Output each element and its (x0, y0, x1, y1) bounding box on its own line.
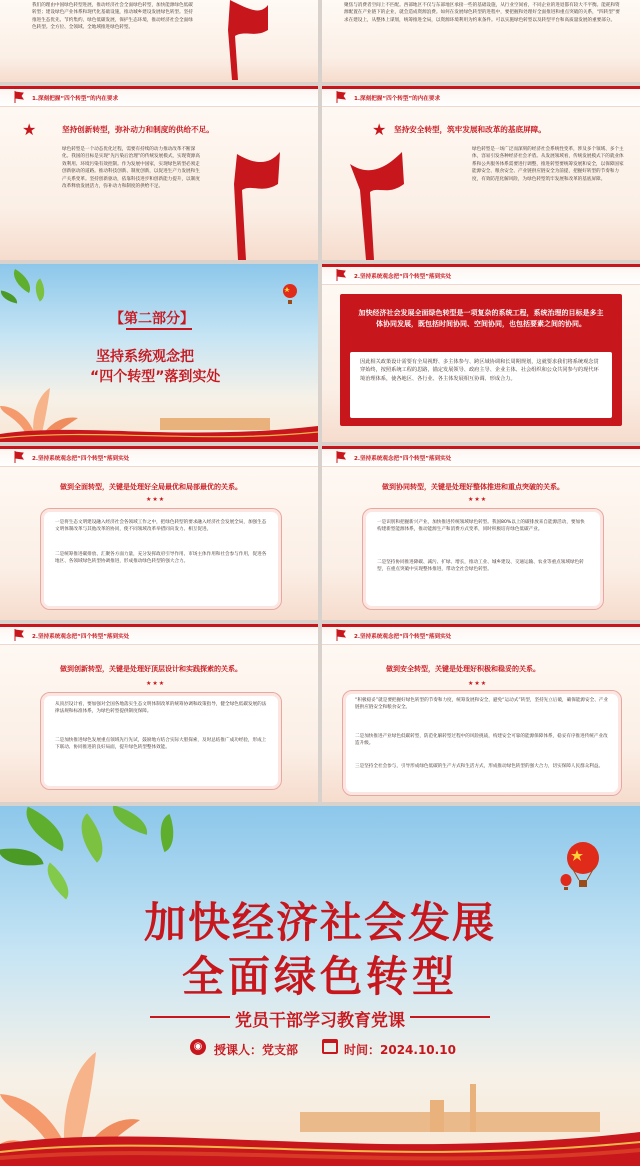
speaker-label: 授课人：党支部 (214, 1043, 299, 1057)
section-title: 2.坚持系统观念把“四个转型”落到实处 (354, 274, 452, 280)
flag-icon (14, 451, 24, 463)
list-item: 二是加快推进绿色发展重点领域先行先试，鼓励地方结合实际大胆探索，及时总结推广成功经验，形成上下联动、协同推进的良好局面，提升绿色转型整体效能。 (55, 738, 267, 751)
leaf-decoration (17, 807, 73, 852)
red-ribbon (0, 1114, 640, 1166)
slide-body: 因此相关政策设计需要有全局视野、多主体参与、跨区域协调和长周期规划，这就要求我们将系统观念贯穿始终，按照系统工程的思路，锚定发展领导、政府主导、企业主体、社会组织和公众共同参与的现代环境治理体系，使各地区、各行业、各主体发展相互协调、形成合力。 (360, 359, 599, 382)
section-title: 2.坚持系统观念把“四个转型”落到实处 (32, 456, 130, 462)
leaf-decoration (69, 813, 116, 862)
part-title-line-2: “四个转型”落到实处 (90, 369, 221, 385)
slide-heading: 做到创新转型，关键是处理好顶层设计和实践探索的关系。 (60, 665, 242, 673)
slide-3 (0, 86, 318, 260)
leaf-decoration (108, 806, 152, 835)
section-title: 2.坚持系统观念把“四个转型”落到实处 (32, 634, 130, 640)
stars-icon: ★★★ (146, 680, 166, 687)
red-ribbon (0, 418, 318, 442)
leaf-decoration (0, 291, 19, 304)
flag-icon (336, 269, 346, 281)
stars-icon: ★★★ (468, 496, 488, 503)
section-title: 1.深刻把握“四个转型”的内在要求 (354, 96, 441, 102)
flag-icon (336, 91, 346, 103)
content-card (40, 508, 282, 610)
cover-subtitle: 党员干部学习教育党课 (235, 1011, 405, 1031)
slide-1 (0, 0, 318, 82)
flag-icon (14, 91, 24, 103)
list-item: 二是坚持协同推进降碳、减污、扩绿、增长，推动工业、城乡建设、交通运输、农业等重点领域绿色转型，在重点突破中实现整体推进，带动全社会绿色转型。 (377, 560, 584, 573)
list-item: 从顶层设计看，要加强对全国各地落实生态文明体制改革的统筹协调和政策指导，健全绿色低碳发展的法律法规和标准体系，为绿色转型提供制度保障。 (55, 702, 267, 715)
slide-4 (322, 86, 640, 260)
slide-heading: 坚持创新转型，弥补动力和制度的供给不足。 (62, 125, 214, 134)
slide-heading: 做到安全转型，关键是处理好积极和稳妥的关系。 (386, 665, 540, 673)
slide-7 (0, 446, 318, 620)
content-card (342, 690, 622, 796)
leaf-decoration (153, 814, 182, 852)
slide-6 (322, 264, 640, 442)
content-card (40, 692, 282, 790)
list-item: 二是统筹推进碳排放、汇聚各方面力量，充分发挥政府引导作用、市场主体作用和社会参与作用，促进各地区、各领域绿色转型协调推进，形成推动绿色转型的强大合力。 (55, 552, 267, 565)
flag-icon (14, 629, 24, 641)
inner-white-box (350, 352, 612, 418)
flag-icon (336, 629, 346, 641)
date-label: 时间：2024.10.10 (344, 1043, 456, 1057)
slide-heading: 做到协同转型，关键是处理好整体推进和重点突破的关系。 (382, 483, 564, 491)
red-flag-sculpture-icon (212, 144, 282, 260)
list-item: 三是坚持全社会参与，引导形成绿色低碳的生产方式和生活方式，形成推动绿色转型的强大合力，切实保障人民群众利益。 (355, 764, 604, 769)
star-icon: ★ (372, 120, 387, 139)
slide-9 (0, 624, 318, 802)
slide-1-body: 我们的理由中国绿色转型进展，推动经济社会全面绿色转型，加快能源绿色低碳转型；建设绿色产业体系和现代化基础设施，推动城乡建设发展绿色转型。坚持推进生态优先、节约集约、绿色低碳发展，保护生态环境，推动经济社会全面绿色转型。全方位、全领域、全地域推进绿色转型。 (32, 3, 193, 31)
star-icon: ★ (22, 120, 37, 139)
list-item: 一是将生态文明建设融入经济社会各领域工作之中，把绿色转型的要求融入经济社会发展全局，加强生态文明体制改革与其他改革的协同，使不同领域改革举措同向发力、相互促进。 (55, 520, 267, 533)
slide-10 (322, 624, 640, 802)
slide-5 (0, 264, 318, 442)
hot-air-balloon-icon (282, 284, 298, 306)
list-item: 二是加快推进产业绿色低碳转型，防范化解转型过程中的风险挑战，构建安全可靠的能源保障体系，稳妥有序推进传统产业改造升级。 (355, 734, 608, 747)
leaf-decoration (0, 843, 44, 872)
slide-body: 绿色转型是一个动态优化过程，需要有持续的动力推动改革不断深化。我国的目标是实现“先污染后治理”的传统发展模式，实现资源高效利用、环境污染有效控制。作为发展中国家，实现绿色转型必须走创新驱动的道路。推动科技创新、制度创新，以促进生产力发展和生产关系变革。坚持创新驱动，依靠科技进步和创新能力提升，以制度改革释放发展活力，弥补动力和制度的供给不足。 (62, 147, 200, 190)
red-flag-sculpture-icon (340, 144, 412, 260)
part-title-line-1: 坚持系统观念把 (96, 349, 194, 365)
leaf-decoration (30, 278, 50, 301)
speaker-icon: ◉ (190, 1039, 206, 1055)
leaf-decoration (8, 269, 36, 293)
section-title: 2.坚持系统观念把“四个转型”落到实处 (354, 456, 452, 462)
cover-title-line-1: 加快经济社会发展 (143, 898, 496, 947)
slide-11-cover (0, 806, 640, 1166)
slide-heading: 做到全面转型，关键是处理好全局最优和局部最优的关系。 (60, 483, 242, 491)
stars-icon: ★★★ (468, 680, 488, 687)
slide-body: 绿色转型是一场广泛而深刻的经济社会系统性变革，涉及多个领域、多个主体，容易引发各种经济社会矛盾。从发展领域看，传统发展模式下的就业体系和公共服务体系需要进行调整，推进转型要统筹发展和安全，以保障国家能源安全、粮食安全、产业链供应链安全为前提，把握好转型的节奏和力度，有效防范化解风险，为绿色转型筑牢发展和改革的基底屏障。 (472, 147, 624, 182)
highlight-text: 加快经济社会发展全面绿色转型是一项复杂的系统工程，系统治理的目标是多主体协同发展，既包括时间协同、空间协同，也包括要素之间的协同。 (358, 309, 604, 328)
divider (126, 328, 192, 330)
list-item: “积极稳妥”就是要把握好绿色转型的节奏和力度，统筹发展和安全，避免“运动式”转型，坚持先立后破，确保能源安全、产业链供应链安全和粮食安全。 (355, 698, 608, 711)
calendar-icon (322, 1039, 338, 1054)
red-flag-sculpture-icon (210, 0, 270, 80)
section-title: 1.深刻把握“四个转型”的内在要求 (32, 96, 119, 102)
content-card (362, 508, 604, 610)
highlight-box (340, 294, 622, 426)
slide-8 (322, 446, 640, 620)
stars-icon: ★★★ (146, 496, 166, 503)
cover-title-line-2: 全面绿色转型 (181, 952, 458, 1001)
slide-heading: 坚持安全转型，筑牢发展和改革的基底屏障。 (394, 125, 546, 134)
section-title: 2.坚持系统观念把“四个转型”落到实处 (354, 634, 452, 640)
slide-2-body: 聚焦与消费者空间上不匹配。西部地区不仅与东部地区承接一些的基础设施，从行业空间看，不同企业的进退都有较大不平衡。能耗和资源配置在产业链下的企业，就会造成资源浪费。如何在发展绿色转型的进程中，要把握和处理好全面推进和重点突破的关系，“四转型”要求在建设上，从整体上谋划，统筹推进全局，以资源环境利用为约束条件。可以实施绿色转型以及转型平台和高质量发展的重要部分。 (344, 3, 620, 23)
flag-icon (336, 451, 346, 463)
part-label: 【第二部分】 (110, 311, 194, 327)
slide-2 (322, 0, 640, 82)
list-item: 一是识别和把握新兴产业，加快推进传统领域绿色转型。我国80%以上的碳排放来自能源活动，要加快构建新型能源体系，推动能源生产和消费方式变革，同时积极培育绿色低碳产业。 (377, 520, 585, 533)
